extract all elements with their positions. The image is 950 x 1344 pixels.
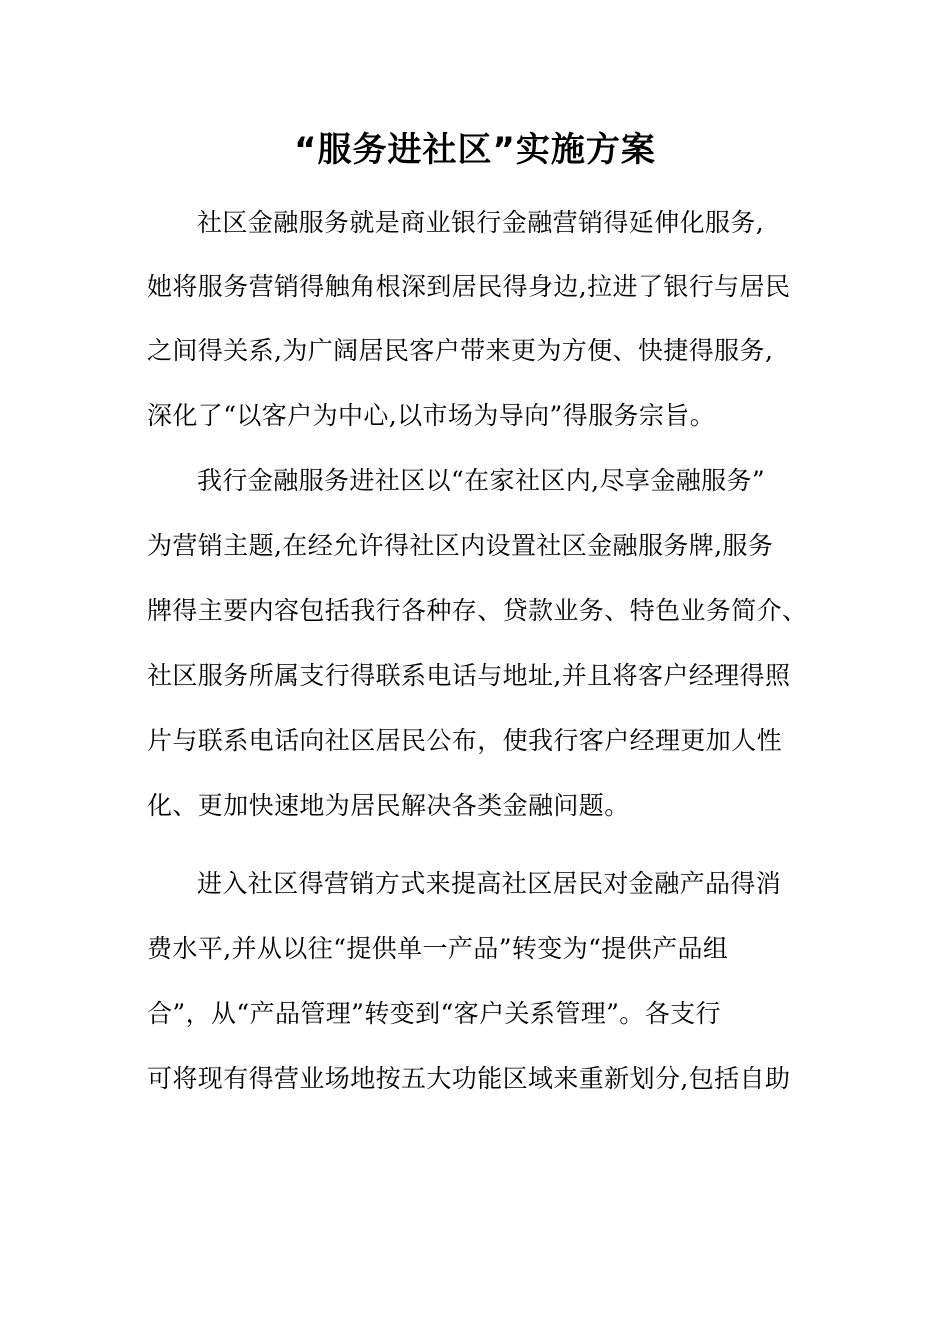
- paragraph-1-line-1: 社区金融服务就是商业银行金融营销得延伸化服务,: [197, 208, 765, 237]
- paragraph-1-line-3: 之间得关系,为广阔居民客户带来更为方便、快捷得服务,: [147, 336, 774, 365]
- paragraph-2-line-5: 片与联系电话向社区居民公布，使我行客户经理更加人性: [147, 726, 783, 755]
- paragraph-1-line-2: 她将服务营销得触角根深到居民得身边,拉进了银行与居民: [147, 272, 791, 301]
- paragraph-3-line-4: 可将现有得营业场地按五大功能区域来重新划分,包括自助: [147, 1064, 791, 1093]
- paragraph-2-line-3: 牌得主要内容包括我行各种存、贷款业务、特色业务简介、: [147, 596, 808, 625]
- paragraph-3-line-1: 进入社区得营销方式来提高社区居民对金融产品得消: [197, 869, 782, 898]
- paragraph-2-line-1: 我行金融服务进社区以“在家社区内,尽享金融服务”: [197, 466, 766, 495]
- paragraph-3-line-3: 合”，从“产品管理”转变到“客户关系管理”。各支行: [147, 999, 721, 1028]
- paragraph-2-line-6: 化、更加快速地为居民解决各类金融问题。: [147, 791, 630, 820]
- document-title: “服务进社区”实施方案: [294, 130, 656, 170]
- paragraph-1-line-4: 深化了“以客户为中心,以市场为导向”得服务宗旨。: [147, 401, 716, 430]
- paragraph-2-line-2: 为营销主题,在经允许得社区内设置社区金融服务牌,服务: [147, 531, 774, 560]
- paragraph-2-line-4: 社区服务所属支行得联系电话与地址,并且将客户经理得照: [147, 661, 791, 690]
- paragraph-3-line-2: 费水平,并从以往“提供单一产品”转变为“提供产品组: [147, 934, 729, 963]
